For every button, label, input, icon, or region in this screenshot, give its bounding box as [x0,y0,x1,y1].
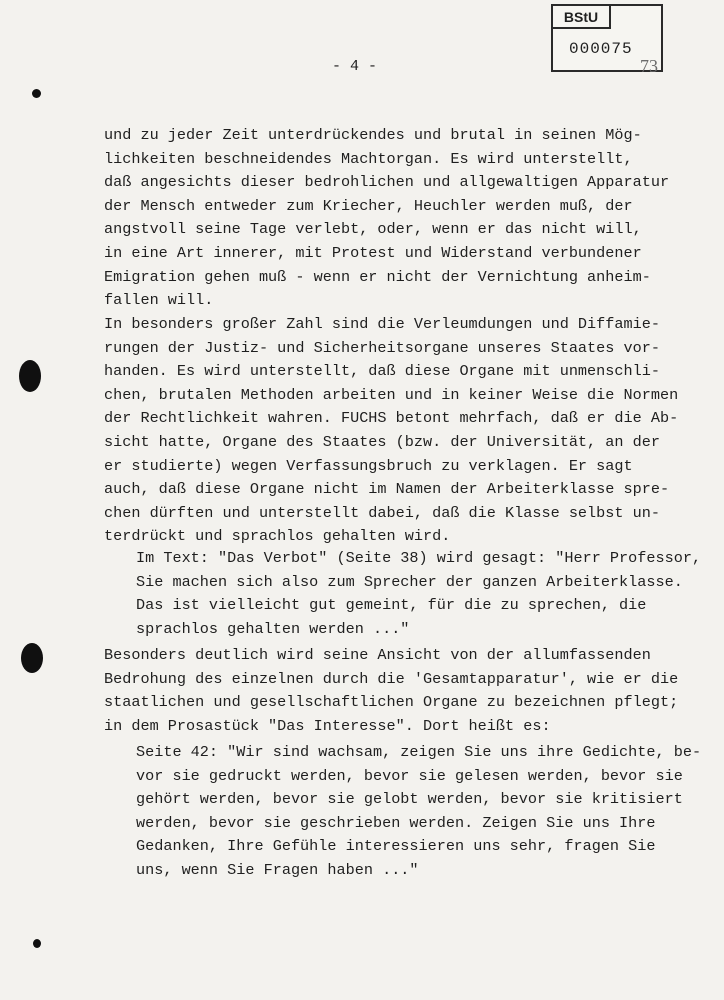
quote-2: Seite 42: "Wir sind wachsam, zeigen Sie uns ihre Gedichte, be- vor sie gedruckt werden, bevor sie gelesen werden, bevor sie gehört werden, bevor sie gelobt werden, bevor sie kritisiert werden, bevor sie geschrieben werden. Zeigen Sie uns Ihre Gedanken, Ihre Gefühle interessieren uns sehr, fragen Sie uns, wenn Sie Fragen haben ..." [136,743,702,879]
paragraph-2: In besonders großer Zahl sind die Verleumdungen und Diffamie- rungen der Justiz- und Sicherheitsorgane unseres Staates vor- handen. Es wird unterstellt, daß diese Organe mit unmenschli- chen, brutalen Methoden arbeiten und in keiner Weise die Normen der Rechtlichkeit wahren. FUCHS betont mehrfach, daß er die Ab- sicht hatte, Organe des Staates (bzw. der Universität, an der er studierte) wegen Verfassungsbruch zu verklagen. Er sagt auch, daß diese Organe nicht im Namen der Arbeiterklasse spre- chen dürften und unterstellt dabei, daß die Klasse selbst un- terdrückt und sprachlos gehalten wird. [104,315,679,546]
page-number: - 4 - [332,58,378,75]
binder-hole-mark [33,939,41,948]
binder-hole-mark [21,643,43,673]
binder-hole-mark [32,89,41,98]
paragraph-1: und zu jeder Zeit unterdrückendes und brutal in seinen Mög- lichkeiten beschneidendes Machtorgan. Es wird unterstellt, daß angesichts dieser bedrohlichen und allgewaltigen Apparatur der Mensch entweder zum Kriecher, Heuchler werden muß, der angstvoll seine Tage verlebt, oder, wenn er das nicht will, in eine Art innerer, mit Protest und Widerstand verbundener Emigration gehen muß - wenn er nicht der Vernichtung anheim- fallen will. [104,126,670,310]
folio-number: 73 [640,56,658,76]
binder-hole-mark [19,360,41,392]
quote-1: Im Text: "Das Verbot" (Seite 38) wird gesagt: "Herr Professor, Sie machen sich also zum Sprecher der ganzen Arbeiterklasse. Das ist vielleicht gut gemeint, für die zu sprechen, die sprachlos gehalten werden ..." [136,549,702,638]
paragraph-3: Besonders deutlich wird seine Ansicht von der allumfassenden Bedrohung des einzelnen durch die 'Gesamtapparatur', wie er die staatlichen und gesellschaftlichen Organe zu bezeichnen pflegt; in dem Prosastück "Das Interesse". Dort heißt es: [104,646,679,735]
stamp-label: BStU [553,6,611,29]
stamp-number: 000075 [569,40,633,58]
